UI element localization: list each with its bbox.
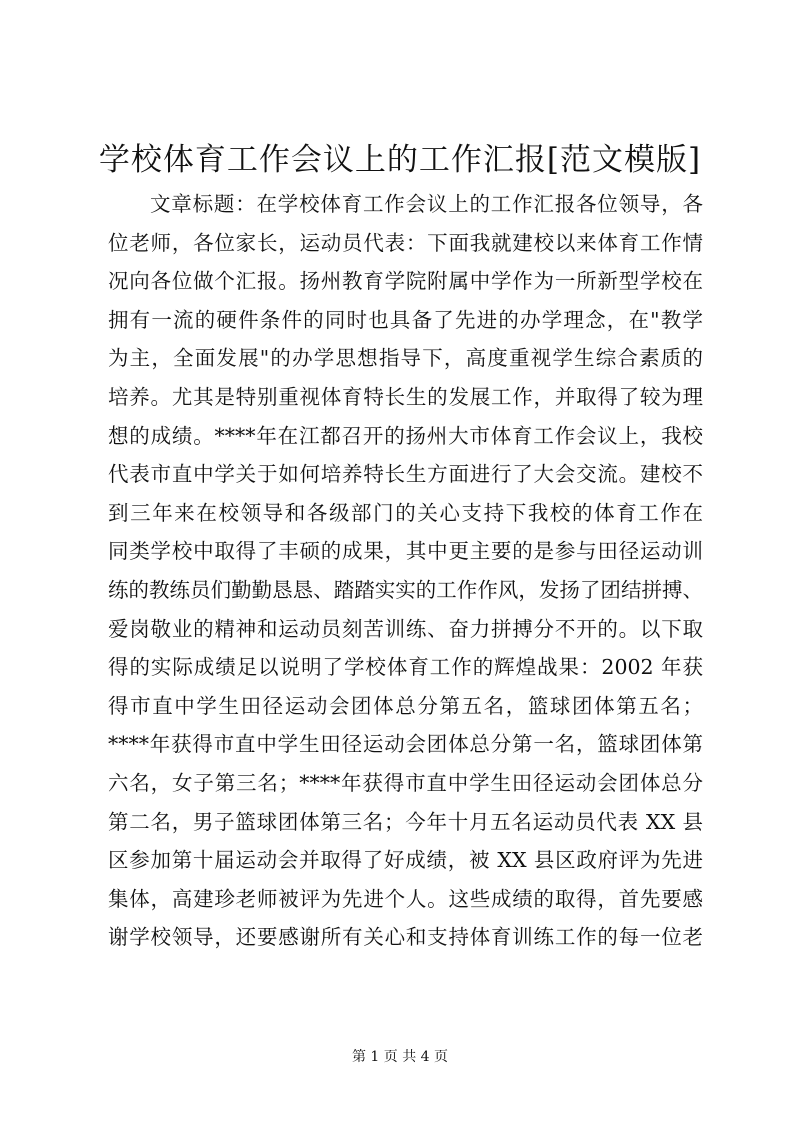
body-line: 爱岗敬业的精神和运动员刻苦训练、奋力拼搏分不开的。以下取 (108, 616, 703, 641)
body-line: 得市直中学生田径运动会团体总分第五名，篮球团体第五名； (108, 693, 703, 718)
body-line: 区参加第十届运动会并取得了好成绩，被 XX 县区政府评为先进 (108, 848, 703, 873)
body-line: 拥有一流的硬件条件的同时也具备了先进的办学理念，在"教学 (108, 307, 703, 332)
body-line: 谢学校领导，还要感谢所有关心和支持体育训练工作的每一位老 (108, 925, 703, 950)
body-line: 为主，全面发展"的办学思想指导下，高度重视学生综合素质的 (108, 346, 703, 371)
body-line: 六名，女子第三名；****年获得市直中学生田径运动会团体总分 (108, 770, 703, 795)
body-line: 练的教练员们勤勤恳恳、踏踏实实的工作作风，发扬了团结拼搏、 (108, 577, 703, 602)
body-line: 位老师，各位家长，运动员代表：下面我就建校以来体育工作情 (108, 230, 703, 255)
body-line: 集体，高建珍老师被评为先进个人。这些成绩的取得，首先要感 (108, 886, 703, 911)
page-footer (0, 1047, 800, 1067)
body-line: 文章标题：在学校体育工作会议上的工作汇报各位领导，各 (150, 192, 703, 216)
body-line: 到三年来在校领导和各级部门的关心支持下我校的体育工作在 (108, 500, 703, 525)
body-line: 得的实际成绩足以说明了学校体育工作的辉煌战果：2002 年获 (108, 655, 703, 680)
page-number: 第 1 页 共 4 页 (351, 1049, 449, 1065)
body-line: 同类学校中取得了丰硕的成果，其中更主要的是参与田径运动训 (108, 539, 703, 564)
document-title: 学校体育工作会议上的工作汇报[范文模版] (98, 142, 702, 178)
body-line: 培养。尤其是特别重视体育特长生的发展工作，并取得了较为理 (108, 384, 703, 409)
body-line: 第二名，男子篮球团体第三名；今年十月五名运动员代表 XX 县 (108, 809, 703, 834)
body-line: 想的成绩。****年在江都召开的扬州大市体育工作会议上，我校 (108, 423, 703, 448)
document-body (108, 185, 703, 957)
body-line: 况向各位做个汇报。扬州教育学院附属中学作为一所新型学校在 (108, 269, 703, 294)
body-line: 代表市直中学关于如何培养特长生方面进行了大会交流。建校不 (108, 462, 703, 487)
body-line: ****年获得市直中学生田径运动会团体总分第一名，篮球团体第 (108, 732, 703, 757)
